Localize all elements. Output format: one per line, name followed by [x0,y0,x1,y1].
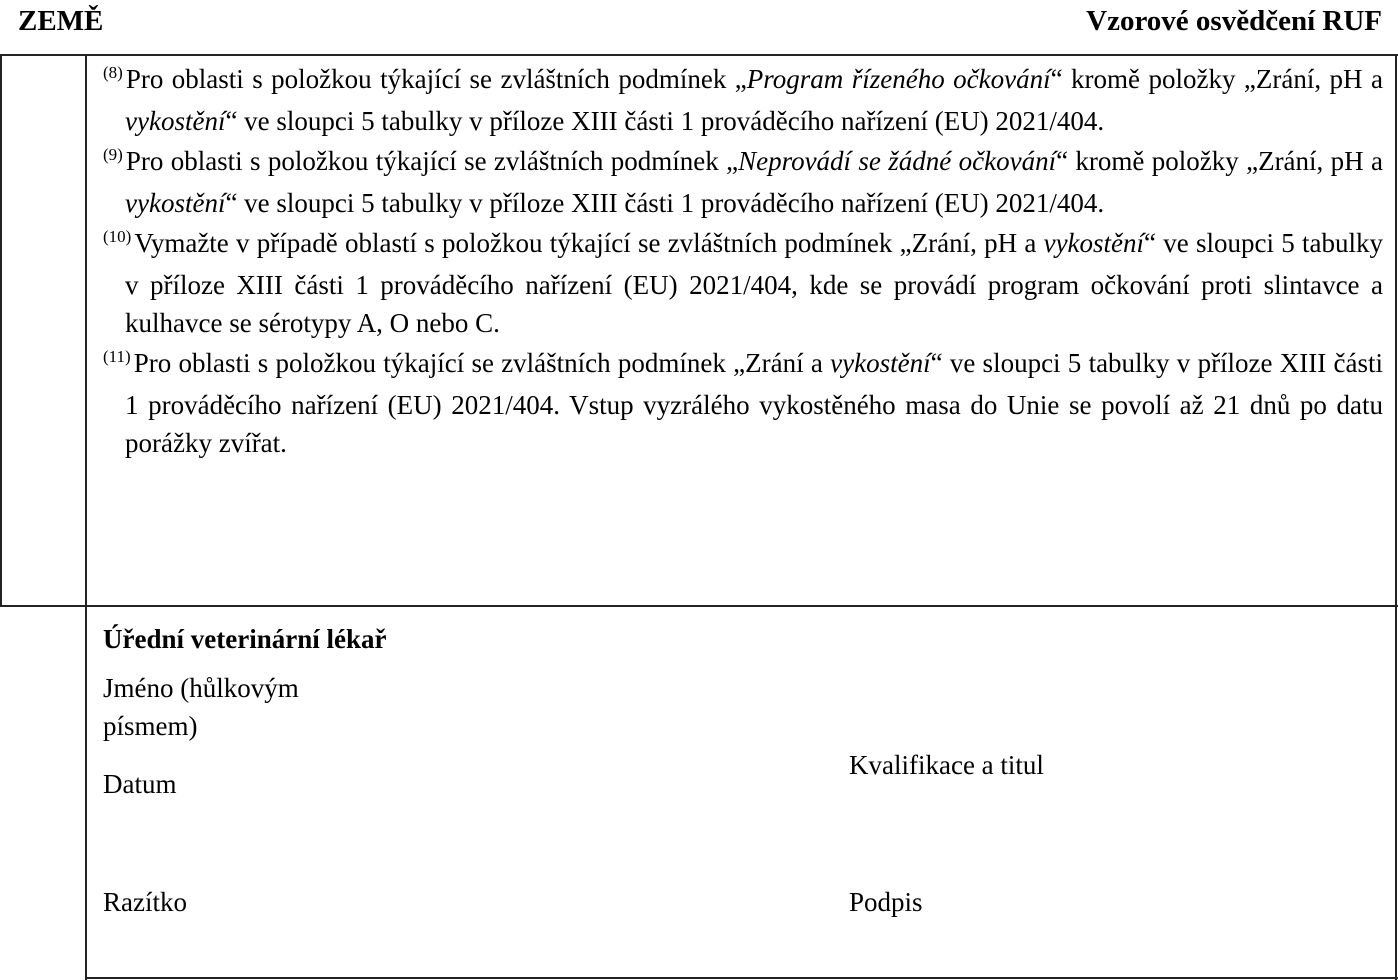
footnote-text: Vymažte v případě oblastí s položkou týkající se zvláštních podmínek „Zrání, pH a [134,228,1044,258]
footnote-italic-text: vykostění [830,348,931,378]
table-top-border [0,54,1398,56]
footnote-number: (9) [103,145,123,164]
footnote-italic-text: vykostění [1043,228,1145,258]
footnote-number: (11) [103,347,131,366]
qualification-label: Kvalifikace a titul [849,750,1044,780]
stamp-label: Razítko [103,887,187,917]
certificate-title: Vzorové osvědčení RUF [1086,5,1382,37]
footnote-italic-text: Neprovádí se žádné očkování [738,146,1057,176]
footnote-text: “ ve sloupci 5 tabulky v příloze XIII části 1 prováděcího nařízení (EU) 2021/404. [225,188,1105,218]
table-right-border [1395,54,1397,980]
footnote-text: Pro oblasti s položkou týkající se zvláštních podmínek „ [125,64,747,94]
footnote [103,60,1383,140]
signature-label: Podpis [849,887,923,917]
official-veterinarian-heading: Úřední veterinární lékař [103,624,387,654]
footnote-number: (8) [103,63,123,82]
footnote [103,344,1383,462]
footnote-text: “ ve sloupci 5 tabulky v příloze XIII části 1 prováděcího nařízení (EU) 2021/404. Vstup vyzrálého vykostěného masa do Unie se povolí až 21 dnů po datu porážky zvířat. [125,348,1383,458]
footnote-text: Pro oblasti s položkou týkající se zvláštních podmínek „Zrání a [133,348,831,378]
table-bottom-border [85,977,1398,979]
table-column-divider [85,54,87,980]
country-label: ZEMĚ [18,5,104,37]
footnote-italic-text: Program řízeného očkování [746,64,1051,94]
table-left-border [0,54,2,607]
footnote-italic-text: vykostění [125,188,226,218]
footnotes [103,60,1383,464]
footnote-text: Pro oblasti s položkou týkající se zvláštních podmínek „ [125,146,739,176]
footnote-number: (10) [103,227,132,246]
table-middle-border [0,605,1398,607]
footnote-text: “ ve sloupci 5 tabulky v příloze XIII části 1 prováděcího nařízení (EU) 2021/404. [225,106,1105,136]
date-label: Datum [103,769,177,799]
footnote [103,142,1383,222]
footnote-text: “ ve sloupci 5 tabulky v příloze XIII části 1 prováděcího nařízení (EU) 2021/404, kde se provádí program očkování proti slintavce a kulhavce se sérotypy A, O nebo C. [125,228,1383,338]
footnote [103,224,1383,342]
footnote-italic-text: vykostění [125,106,226,136]
footnote-text: “ kromě položky „Zrání, pH a [1056,146,1383,176]
footnote-text: “ kromě položky „Zrání, pH a [1050,64,1383,94]
name-label: Jméno (hůlkovým písmem) [103,673,299,741]
